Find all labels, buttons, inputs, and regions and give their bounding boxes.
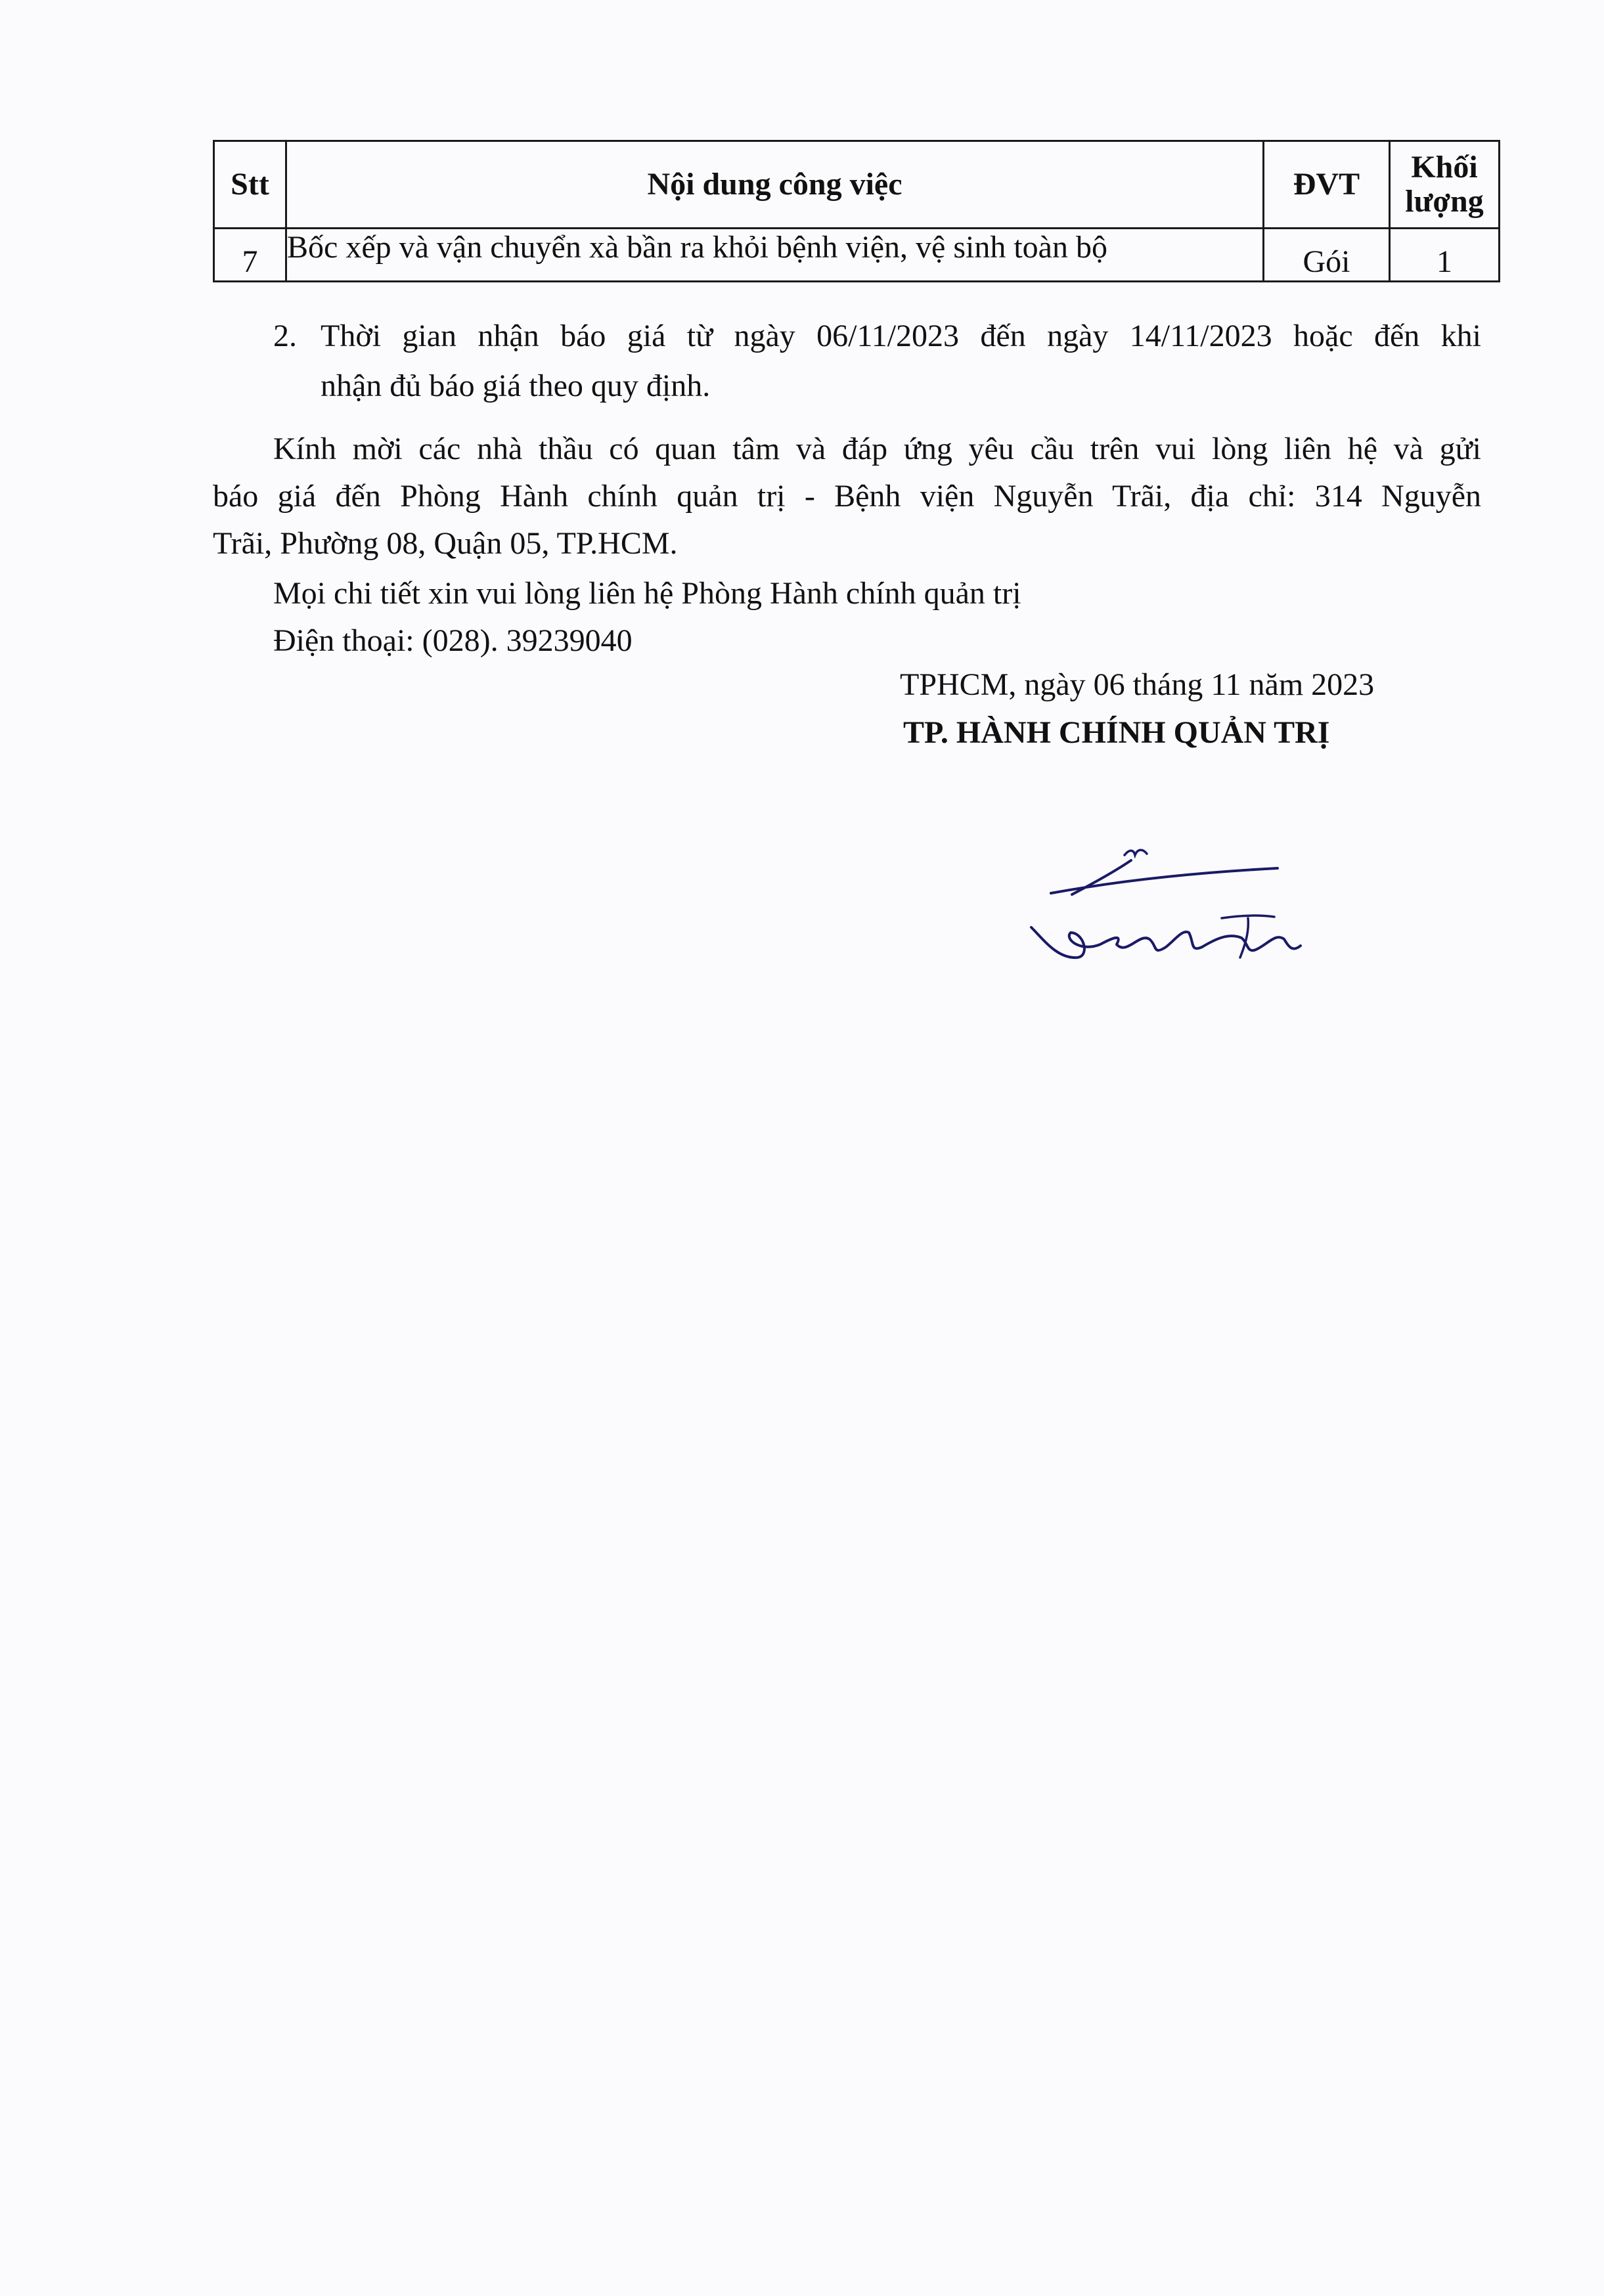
work-table (213, 140, 1500, 282)
row-stt: 7 (214, 229, 286, 282)
contact-line1: Mọi chi tiết xin vui lòng liên hệ Phòng Hành chính quản trị (273, 576, 1021, 611)
signer-department: TP. HÀNH CHÍNH QUẢN TRỊ (903, 715, 1330, 750)
contact-phone: Điện thoại: (028). 39239040 (273, 623, 633, 658)
table-row (214, 229, 1500, 282)
header-content: Nội dung công việc (286, 141, 1264, 229)
header-stt: Stt (214, 141, 286, 229)
item2-line1: Thời gian nhận báo giá từ ngày 06/11/2023 đến ngày 14/11/2023 hoặc đến khi (321, 319, 1481, 353)
handwritten-signature (1018, 834, 1333, 979)
item2-number: 2. (273, 319, 297, 353)
invite-line1: Kính mời các nhà thầu có quan tâm và đáp ứng yêu cầu trên vui lòng liên hệ và gửi (273, 431, 1481, 466)
header-unit: ĐVT (1264, 141, 1390, 229)
row-quantity: 1 (1390, 229, 1500, 282)
place-date: TPHCM, ngày 06 tháng 11 năm 2023 (900, 667, 1375, 702)
header-quantity-line2: lượng (1405, 184, 1484, 219)
item2-line2: nhận đủ báo giá theo quy định. (321, 368, 711, 403)
row-content: Bốc xếp và vận chuyển xà bần ra khỏi bệnh viện, vệ sinh toàn bộ (286, 229, 1264, 282)
row-unit: Gói (1264, 229, 1390, 282)
table-header-row (214, 141, 1500, 229)
invite-line3: Trãi, Phường 08, Quận 05, TP.HCM. (213, 526, 678, 561)
header-quantity-line1: Khối (1411, 150, 1478, 185)
invite-line2: báo giá đến Phòng Hành chính quản trị - Bệnh viện Nguyễn Trãi, địa chỉ: 314 Nguyễn (213, 479, 1481, 514)
header-quantity (1390, 141, 1500, 229)
